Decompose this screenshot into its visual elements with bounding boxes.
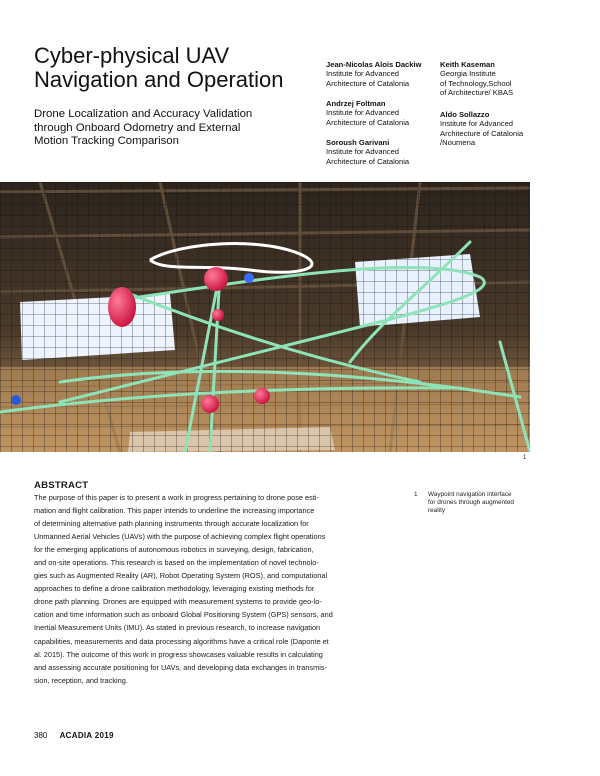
author-affiliation: of Technology,School bbox=[440, 78, 512, 88]
author-block bbox=[326, 60, 422, 88]
figure-drone-photo bbox=[0, 182, 530, 452]
author-affiliation: Architecture of Catalonia bbox=[326, 117, 410, 127]
caption-line: for drones through augmented bbox=[428, 499, 514, 507]
caption-line: reality bbox=[428, 507, 446, 515]
page-footer bbox=[34, 731, 114, 740]
page-number: 380 bbox=[34, 731, 48, 740]
author-block bbox=[326, 138, 409, 166]
author-affiliation: Georgia Institute bbox=[440, 69, 496, 79]
abstract-line: The purpose of this paper is to present a work in progress pertaining to drone pose esti- bbox=[34, 493, 319, 502]
abstract-line: gies such as Augmented Reality (AR), Robot Operating System (ROS), and computational bbox=[34, 571, 328, 581]
subtitle-line: Motion Tracking Comparison bbox=[34, 135, 179, 147]
paper-title bbox=[34, 44, 324, 92]
author-block bbox=[440, 110, 523, 148]
author-affiliation: Architecture of Catalonia bbox=[326, 156, 410, 166]
author-affiliation: Institute for Advanced bbox=[440, 119, 514, 129]
author-name: Soroush Garivani bbox=[326, 138, 390, 147]
author-name: Andrzej Foltman bbox=[326, 99, 386, 108]
author-affiliation: Institute for Advanced bbox=[326, 108, 400, 118]
abstract-line: capabilities, measurements and data processing algorithms have a critical role (Daponte et bbox=[34, 636, 329, 646]
abstract-line: and assessing accurate positioning for UAVs, and developing data exchanges in transmis- bbox=[34, 662, 327, 672]
caption-line: Waypoint navigation interface bbox=[428, 491, 512, 498]
subtitle-line: Drone Localization and Accuracy Validation bbox=[34, 108, 253, 120]
abstract-line: for the emerging applications of autonomous robotics in surveying, design, fabrication, bbox=[34, 545, 314, 555]
author-affiliation: Institute for Advanced bbox=[326, 147, 400, 157]
conference-name: ACADIA 2019 bbox=[59, 731, 114, 740]
figure-caption bbox=[428, 491, 538, 516]
abstract-line: sion, reception, and tracking. bbox=[34, 675, 128, 685]
subtitle-line: through Onboard Odometry and External bbox=[34, 121, 241, 134]
author-name: Aldo Sollazzo bbox=[440, 110, 490, 119]
author-affiliation: /Noumena bbox=[440, 138, 476, 148]
abstract-line: cation and time information such as onboard Global Positioning System (GPS) sensors, and bbox=[34, 610, 333, 620]
author-affiliation: of Architecture/ KBAS bbox=[440, 88, 514, 98]
caption-number: 1 bbox=[414, 491, 418, 498]
abstract-line: Unmanned Aerial Vehicles (UAVs) with the purpose of achieving complex flight operations bbox=[34, 532, 326, 542]
author-block bbox=[440, 60, 513, 98]
abstract-line: mation and flight calibration. This paper intends to underline the increasing importance bbox=[34, 506, 315, 516]
author-affiliation: Architecture of Catalonia bbox=[440, 128, 524, 138]
abstract-body bbox=[34, 491, 402, 687]
abstract-line: drone path planning. Drones are equipped with measurement systems to provide geo-lo- bbox=[34, 597, 322, 607]
author-affiliation: Institute for Advanced bbox=[326, 69, 400, 79]
abstract-line: of determining alternative path planning instruments through accurate localization for bbox=[34, 519, 309, 529]
author-affiliation: Architecture of Catalonia bbox=[326, 78, 410, 88]
abstract-line: al. 2015). The outcome of this work in progress showcases valuable results in calculating bbox=[34, 649, 323, 659]
abstract-line: approaches to define a drone calibration methodology, leveraging existing methods for bbox=[34, 584, 315, 594]
author-block bbox=[326, 99, 409, 127]
abstract-heading: ABSTRACT bbox=[34, 480, 89, 491]
paper-subtitle bbox=[34, 108, 324, 149]
abstract-line: Inertial Measurement Units (IMU). As stated in previous research, to increase navigation bbox=[34, 623, 321, 633]
abstract-line: and on-site operations. This research is based on the implementation of novel technolo- bbox=[34, 558, 319, 568]
author-name: Keith Kaseman bbox=[440, 60, 495, 69]
figure-number: 1 bbox=[523, 455, 527, 461]
author-name: Jean-Nicolas Alois Dackiw bbox=[326, 60, 422, 69]
title-line: Cyber-physical UAV bbox=[34, 43, 230, 68]
title-line: Navigation and Operation bbox=[34, 67, 284, 92]
